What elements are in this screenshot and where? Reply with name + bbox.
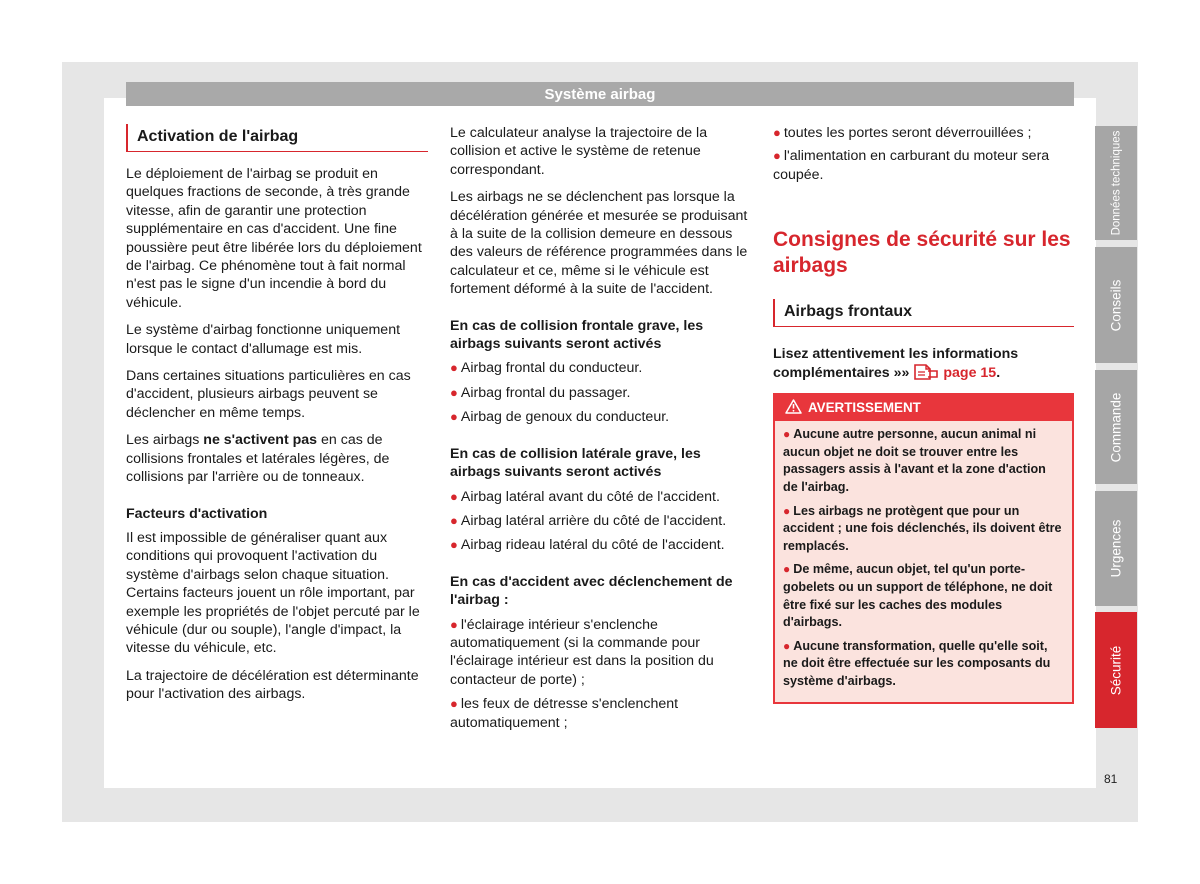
- subheading-accident: En cas d'accident avec déclenchement de l'airbag :: [450, 573, 733, 609]
- paragraph: Il est impossible de généraliser quant aux conditions qui provoquent l'activation du système d'airbags selon chaque situation. Certains facteurs jouent un rôle important, par exemple les propriétés de l'objet percuté par le véhicule (dur ou souple), l'angle d'impact, la vitesse du véhicule, etc.: [126, 529, 420, 657]
- warning-body: [775, 421, 1072, 701]
- subheading-facteurs: Facteurs d'activation: [126, 505, 268, 522]
- paragraph: Le déploiement de l'airbag se produit en quelques fractions de seconde, à très grande vitesse, afin de garantir une protection supplémentaire en cas d'accident. Une fine poussière peut être libérée lors du déploiement de l'airbag. Ce phénomène tout à fait normal n'est pas le signe d'un incendie à bord du véhicule.: [126, 166, 422, 311]
- paragraph: La trajectoire de décélération est déterminante pour l'activation des airbags.: [126, 667, 419, 703]
- subheading-frontal: En cas de collision frontale grave, les airbags suivants seront activés: [450, 317, 704, 353]
- paragraph: Le calculateur analyse la trajectoire de la collision et active le système de retenue correspondant.: [450, 125, 708, 178]
- bullet-dot-icon: ●: [783, 638, 791, 653]
- list-item: ● Airbag latéral avant du côté de l'accident.: [450, 488, 720, 505]
- chapter-header: Système airbag: [126, 82, 1074, 106]
- warning-box: [773, 393, 1074, 703]
- list-item: ● les feux de détresse s'enclenchent automatiquement ;: [450, 696, 679, 731]
- warning-header: [775, 395, 1072, 421]
- bullet-dot-icon: ●: [450, 616, 458, 632]
- page-reference-icon: [913, 364, 939, 380]
- warning-triangle-icon: [785, 399, 802, 414]
- bullet-dot-icon: ●: [783, 503, 791, 518]
- warning-item: ● Aucune autre personne, aucun animal ni aucun objet ne doit se trouver entre les passagers assis à l'avant et la zone d'action de l'airbag.: [783, 427, 1046, 494]
- tab-commande[interactable]: Commande: [1095, 370, 1137, 484]
- warning-item: ● Les airbags ne protègent que pour un accident ; une fois déclenchés, ils doivent être remplacés.: [783, 503, 1062, 553]
- bullet-dot-icon: ●: [450, 512, 458, 528]
- warning-item: ● De même, aucun objet, tel qu'un porte-gobelets ou un support de téléphone, ne doit être fixé sur les caches des modules d'airbags.: [783, 562, 1053, 630]
- page-number: 81: [1104, 772, 1118, 786]
- list-item: ● Airbag frontal du conducteur.: [450, 360, 643, 377]
- bullet-dot-icon: ●: [783, 427, 791, 442]
- chapter-section-title: Consignes de sécurité sur les airbags: [773, 228, 1071, 278]
- section-title-activation: Activation de l'airbag: [126, 124, 428, 152]
- tab-donnees-techniques[interactable]: Données techniques: [1095, 126, 1137, 240]
- tab-securite[interactable]: Sécurité: [1095, 612, 1137, 728]
- list-item: ● Airbag latéral arrière du côté de l'accident.: [450, 512, 727, 529]
- warning-item: ● Aucune transformation, quelle qu'elle soit, ne doit être effectuée sur les composants du système d'airbags.: [783, 638, 1051, 688]
- list-item: ● Airbag de genoux du conducteur.: [450, 409, 670, 426]
- paragraph: Dans certaines situations particulières en cas d'accident, plusieurs airbags peuvent se déclencher en même temps.: [126, 368, 411, 421]
- column-1: [126, 124, 428, 713]
- bullet-dot-icon: ●: [773, 148, 781, 164]
- subheading-lateral: En cas de collision latérale grave, les airbags suivants seront activés: [450, 445, 701, 481]
- bullet-dot-icon: ●: [450, 384, 458, 400]
- section-title-frontaux: Airbags frontaux: [773, 299, 1074, 327]
- tab-urgences[interactable]: Urgences: [1095, 491, 1137, 606]
- bullet-dot-icon: ●: [450, 488, 458, 504]
- paragraph: Les airbags ne se déclenchent pas lorsque la décélération générée et mesurée se produisant à la suite de la collision demeure en dessous des valeurs de référence programmées dans le calculateur et ce, même si le véhicule est fortement déformé à la suite de l'accident.: [450, 189, 748, 298]
- list-item: ● Airbag frontal du passager.: [450, 384, 631, 401]
- column-2: [450, 124, 750, 738]
- bullet-dot-icon: ●: [773, 125, 781, 140]
- emphasis: ne s'activent pas: [203, 432, 318, 449]
- bullet-dot-icon: ●: [450, 537, 458, 553]
- warning-title: AVERTISSEMENT: [808, 400, 921, 416]
- paragraph: Le système d'airbag fonctionne uniquement lorsque le contact d'allumage est mis.: [126, 322, 401, 357]
- lead-paragraph: Lisez attentivement les informations complémentaires »» page 15.: [773, 346, 1019, 382]
- column-3: [773, 124, 1074, 704]
- page-link[interactable]: page 15: [943, 365, 997, 382]
- tab-conseils[interactable]: Conseils: [1095, 247, 1137, 363]
- list-item: ● toutes les portes seront déverrouillées ;: [773, 125, 1032, 141]
- list-item: ● Airbag rideau latéral du côté de l'accident.: [450, 537, 725, 554]
- list-item: ● l'alimentation en carburant du moteur sera coupée.: [773, 148, 1050, 183]
- bullet-dot-icon: ●: [783, 562, 791, 577]
- bullet-dot-icon: ●: [450, 360, 458, 376]
- paragraph: Les airbags ne s'activent pas en cas de collisions frontales et latérales légères, de collisions par l'arrière ou de tonneaux.: [126, 432, 390, 486]
- list-item: ● l'éclairage intérieur s'enclenche automatiquement (si la commande pour l'éclairage intérieur est dans la position du contacteur de porte) ;: [450, 616, 714, 688]
- bullet-dot-icon: ●: [450, 409, 458, 425]
- bullet-dot-icon: ●: [450, 696, 458, 712]
